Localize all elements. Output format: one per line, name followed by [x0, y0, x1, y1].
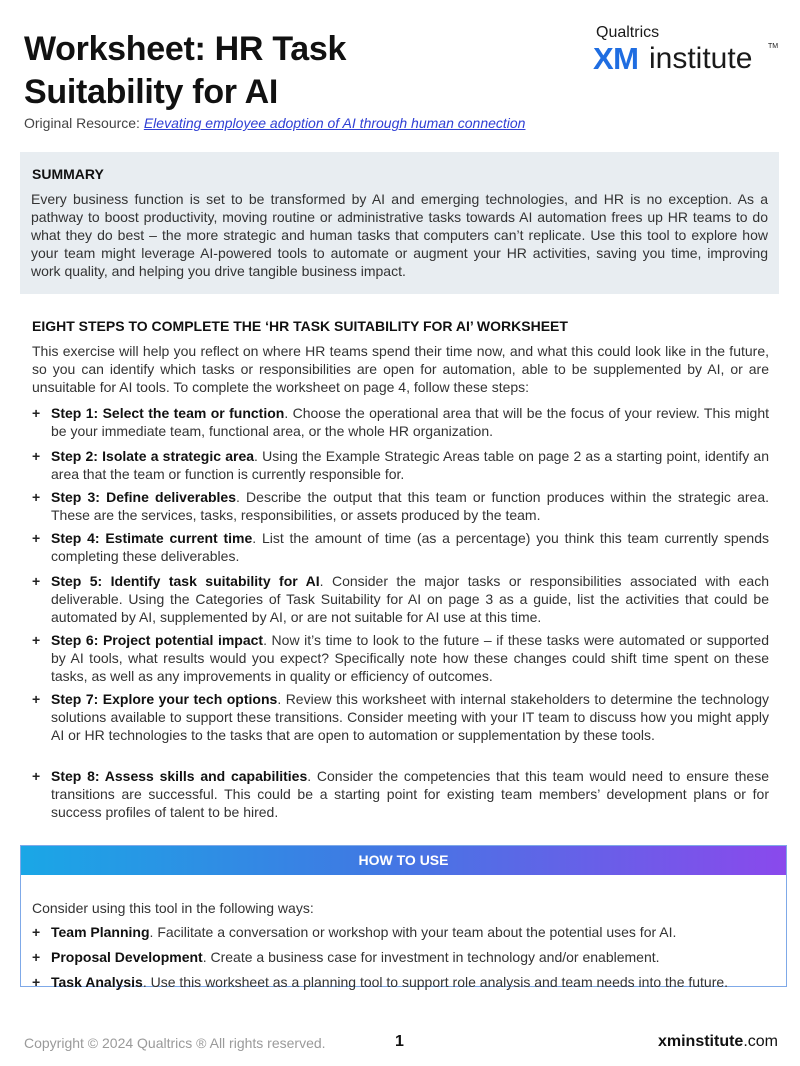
logo-institute: institute [649, 42, 753, 75]
plus-bullet-icon: + [32, 448, 41, 464]
use-text: . Create a business case for investment in technology and/or enablement. [202, 949, 660, 965]
xm-institute-logo [592, 24, 778, 80]
plus-bullet-icon: + [32, 691, 41, 707]
step-text: . Consider the major tasks or responsibilities associated with each deliverable. Using the Categories of Task Suitability for AI on page 3 as a guide, list the activities that could be automated by AI, supplemented by AI, or are not suitable for AI use at this time. [51, 573, 769, 625]
plus-bullet-icon: + [32, 573, 41, 589]
footer-site-bold: xminstitute [657, 1033, 744, 1050]
step-text: . Describe the output that this team or function produces within the strategic area. These are the services, tasks, responsibilities, or assets produced by the team. [51, 489, 769, 523]
step-title: Step 4: Estimate current time [51, 530, 253, 546]
page-title-line1: Worksheet: HR Task [24, 30, 347, 68]
step-title: Step 5: Identify task suitability for AI [51, 573, 320, 589]
page-number: 1 [395, 1033, 404, 1050]
summary-box [20, 152, 779, 294]
step-text: . Consider the competencies that this team would need to ensure these transitions are successful. This could be a starting point for existing team members’ development plans or for success profiles of talent to be hired. [51, 768, 769, 820]
step-text: . Review this worksheet with internal stakeholders to determine the technology solutions available to support these transitions. Consider meeting with your IT team to discuss how you might apply AI or HR technologies to the tasks that are open to automation or supplementation by these tools. [51, 691, 769, 743]
logo-company: Qualtrics [596, 24, 660, 41]
logo-xm: XM [593, 41, 639, 76]
plus-bullet-icon: + [32, 924, 41, 940]
use-title: Task Analysis [51, 974, 143, 990]
step-text: . List the amount of time (as a percentage) you think this team currently spends completing these deliverables. [51, 530, 769, 564]
step-title: Step 8: Assess skills and capabilities [51, 768, 308, 784]
use-text: . Use this worksheet as a planning tool to support role analysis and team needs into the future. [142, 974, 729, 990]
plus-bullet-icon: + [32, 974, 41, 990]
how-to-use-box [20, 845, 787, 990]
step-title: Step 7: Explore your tech options [51, 691, 278, 707]
plus-bullet-icon: + [32, 530, 41, 546]
steps-intro: This exercise will help you reflect on where HR teams spend their time now, and what this could look like in the future, so you can identify which tasks or responsibilities are open for automation, able to be supplemented by AI, or are unsuitable for AI tools. To complete the worksheet on page 4, follow these steps: [32, 343, 769, 395]
plus-bullet-icon: + [32, 949, 41, 965]
plus-bullet-icon: + [32, 405, 41, 421]
step-item [32, 767, 769, 821]
step-item [32, 447, 769, 483]
step-title: Step 6: Project potential impact [51, 632, 264, 648]
use-title: Proposal Development [51, 949, 203, 965]
original-resource-link[interactable]: Elevating employee adoption of AI through human connection [143, 115, 526, 131]
how-to-use-intro: Consider using this tool in the following ways: [32, 900, 314, 916]
summary-body: Every business function is set to be transformed by AI and emerging technologies, and HR is no exception. As a pathway to boost productivity, moving routine or administrative tasks towards AI automation frees up HR teams to do what they do best – the more strategic and human tasks that computers can’t replicate. Use this tool to explore how your team might leverage AI-powered tools to automate or augment your HR activities, saving you time, improving work quality, and helping you drive tangible business impact. [31, 191, 768, 279]
original-resource [24, 115, 525, 131]
summary-heading: SUMMARY [32, 166, 104, 182]
page-title-line2: Suitability for AI [24, 73, 279, 111]
plus-bullet-icon: + [32, 768, 41, 784]
use-item [32, 949, 660, 965]
step-title: Step 1: Select the team or function [51, 405, 285, 421]
footer-site[interactable] [658, 1033, 778, 1051]
step-item [32, 631, 769, 685]
plus-bullet-icon: + [32, 632, 41, 648]
step-item [32, 690, 769, 744]
plus-bullet-icon: + [32, 489, 41, 505]
footer-copyright: Copyright © 2024 Qualtrics ® All rights reserved. [24, 1035, 326, 1051]
step-text: . Choose the operational area that will be the focus of your review. This might be your immediate team, functional area, or the whole HR organization. [51, 405, 770, 439]
original-resource-label: Original Resource: [24, 115, 144, 131]
step-item [32, 529, 769, 565]
how-to-use-heading: HOW TO USE [21, 846, 786, 875]
step-item [32, 404, 769, 440]
step-title: Step 3: Define deliverables [51, 489, 236, 505]
step-item [32, 488, 769, 524]
logo-trademark: TM [768, 43, 779, 50]
step-item [32, 572, 769, 626]
use-item [32, 974, 728, 990]
step-title: Step 2: Isolate a strategic area [51, 448, 255, 464]
page-title [24, 28, 424, 114]
step-text: . Using the Example Strategic Areas table on page 2 as a starting point, identify an area that the team or function is currently responsible for. [51, 448, 770, 482]
use-item [32, 924, 676, 940]
use-text: . Facilitate a conversation or workshop with your team about the potential uses for AI. [149, 924, 677, 940]
use-title: Team Planning [51, 924, 150, 940]
footer-site-suffix: .com [743, 1033, 778, 1050]
step-text: . Now it’s time to look to the future – if these tasks were automated or supported by AI tools, what results would you expect? Specifically note how these changes could shift time spent on these tasks, as well as any improvements in quality or efficiency of outcomes. [51, 632, 769, 684]
steps-heading: EIGHT STEPS TO COMPLETE THE ‘HR TASK SUITABILITY FOR AI’ WORKSHEET [32, 318, 568, 334]
